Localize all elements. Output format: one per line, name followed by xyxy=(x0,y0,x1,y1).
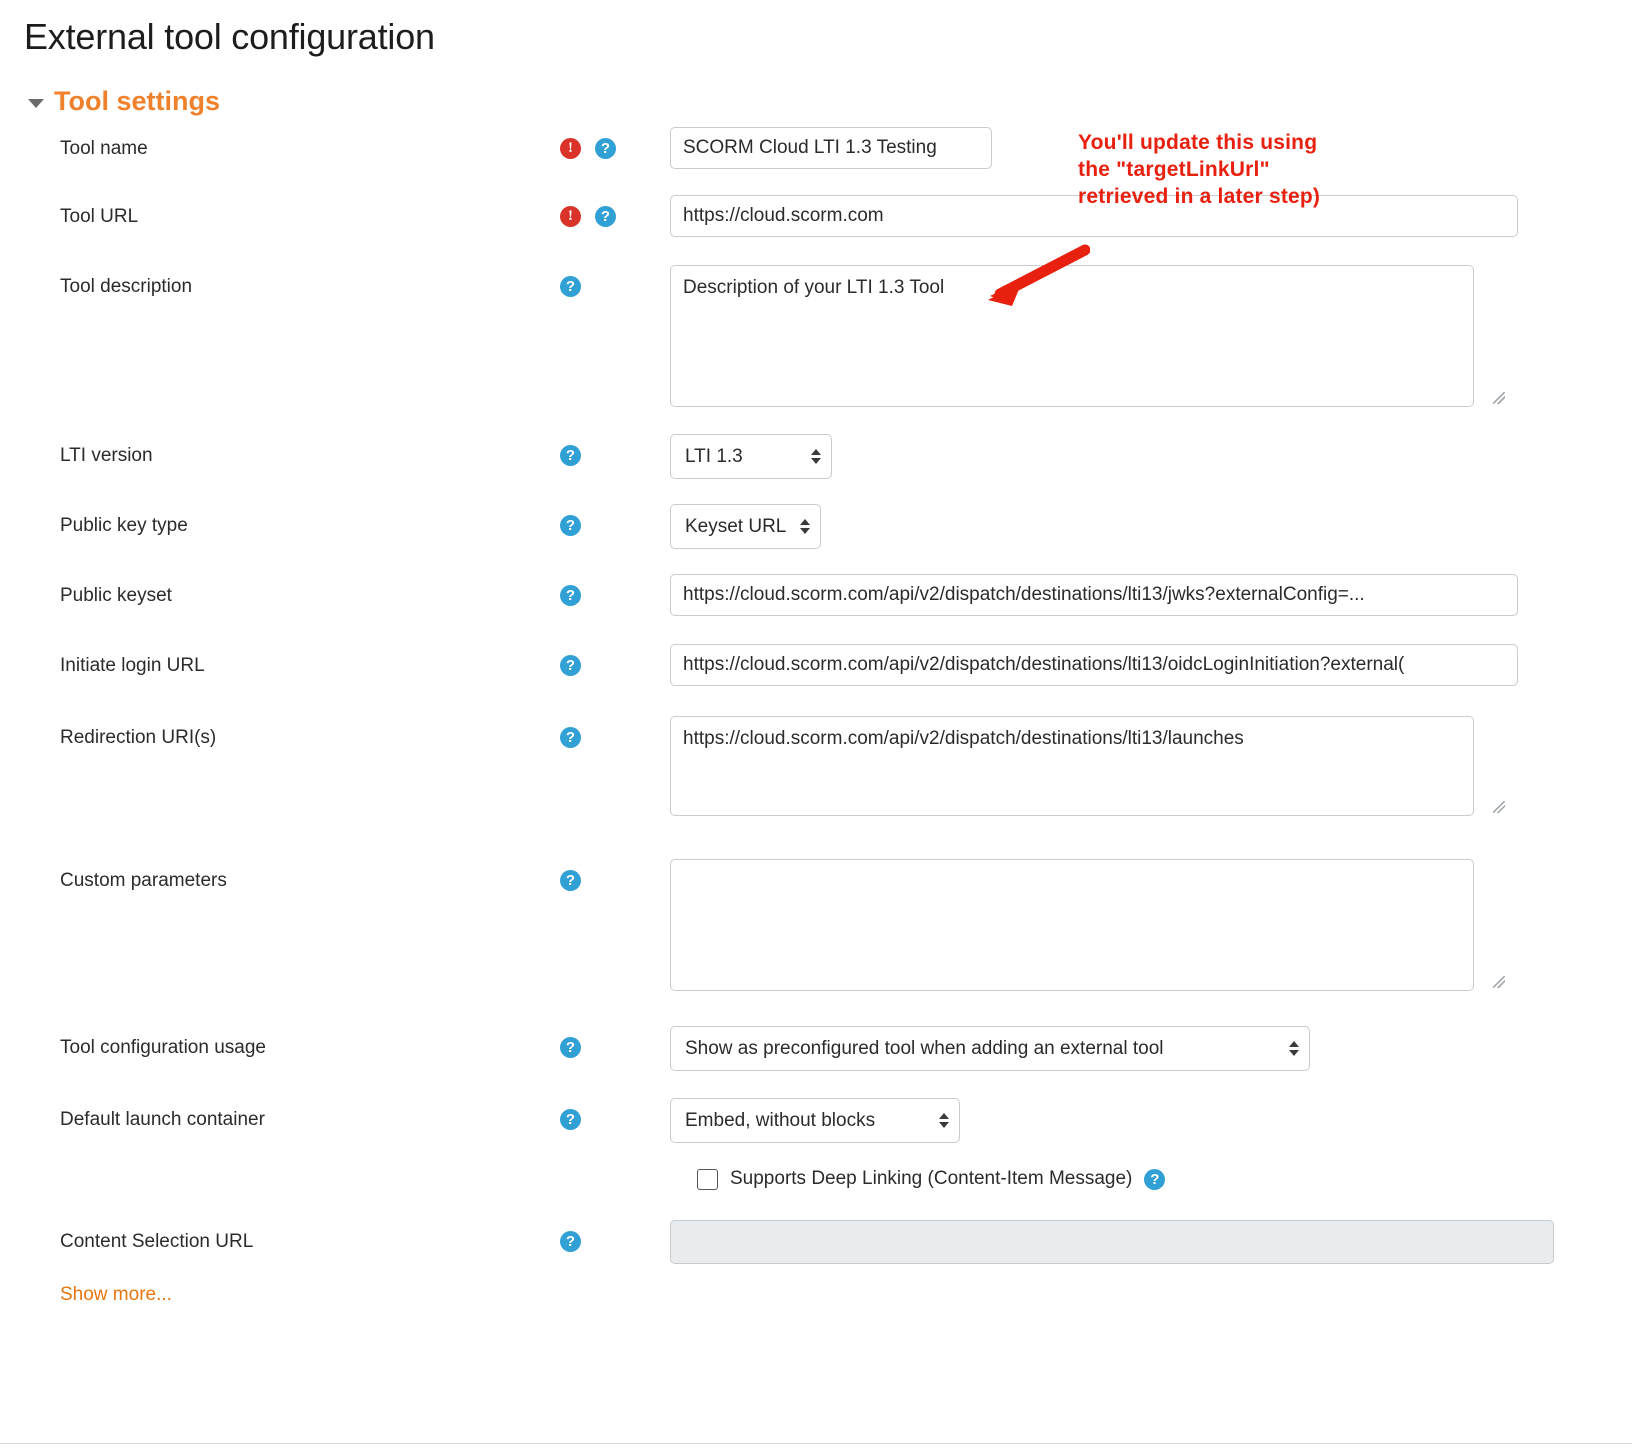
annotation-text: You'll update this using the "targetLinkUrl" retrieved in a later step) xyxy=(1078,131,1321,208)
row-content-selection-url xyxy=(0,1220,1632,1270)
label-tool-configuration-usage: Tool configuration usage xyxy=(60,1037,266,1058)
select-arrows-icon xyxy=(800,519,810,534)
lti-version-value: LTI 1.3 xyxy=(685,445,743,467)
tool-configuration-usage-value: Show as preconfigured tool when adding an external tool xyxy=(685,1037,1164,1059)
row-redirection-uris xyxy=(0,716,1632,821)
label-tool-name: Tool name xyxy=(60,138,148,159)
supports-deep-linking-checkbox[interactable] xyxy=(697,1169,718,1190)
row-public-keyset xyxy=(0,574,1632,624)
annotation-arrow-icon xyxy=(960,238,1090,318)
label-content-selection-url: Content Selection URL xyxy=(60,1231,254,1252)
help-icon[interactable]: ? xyxy=(560,445,581,466)
field-public-keyset xyxy=(670,574,1632,616)
help-icon[interactable]: ? xyxy=(595,206,616,227)
icons-tool-configuration-usage xyxy=(560,1026,670,1058)
help-icon[interactable]: ? xyxy=(560,870,581,891)
icons-public-key-type xyxy=(560,504,670,536)
field-content-selection-url xyxy=(670,1220,1632,1264)
section-title: Tool settings xyxy=(54,86,220,116)
field-custom-parameters xyxy=(670,859,1514,996)
row-default-launch-container xyxy=(0,1098,1632,1148)
icons-tool-description xyxy=(560,265,670,297)
label-default-launch-container: Default launch container xyxy=(60,1109,265,1130)
lti-version-select[interactable] xyxy=(670,434,832,479)
icons-custom-parameters xyxy=(560,859,670,891)
initiate-login-url-input[interactable] xyxy=(670,644,1518,686)
required-icon: ! xyxy=(560,206,581,227)
row-initiate-login-url xyxy=(0,644,1632,694)
row-public-key-type xyxy=(0,504,1632,554)
row-lti-version xyxy=(0,434,1632,484)
label-public-keyset: Public keyset xyxy=(60,585,172,606)
public-keyset-input[interactable] xyxy=(670,574,1518,616)
label-custom-parameters: Custom parameters xyxy=(60,870,227,891)
select-arrows-icon xyxy=(939,1113,949,1128)
help-icon[interactable]: ? xyxy=(595,138,616,159)
row-tool-configuration-usage xyxy=(0,1026,1632,1076)
bottom-divider xyxy=(0,1443,1632,1444)
field-tool-description xyxy=(670,265,1514,412)
label-initiate-login-url: Initiate login URL xyxy=(60,655,205,676)
help-icon[interactable]: ? xyxy=(560,1109,581,1130)
icons-public-keyset xyxy=(560,574,670,606)
label-public-key-type: Public key type xyxy=(60,515,188,536)
icons-lti-version xyxy=(560,434,670,466)
select-arrows-icon xyxy=(811,449,821,464)
help-icon[interactable]: ? xyxy=(560,585,581,606)
field-redirection-uris xyxy=(670,716,1514,821)
help-icon[interactable]: ? xyxy=(560,1037,581,1058)
required-icon: ! xyxy=(560,138,581,159)
label-redirection-uris: Redirection URI(s) xyxy=(60,727,217,748)
icons-redirection-uris xyxy=(560,716,670,748)
help-icon[interactable]: ? xyxy=(560,515,581,536)
supports-deep-linking-label: Supports Deep Linking (Content-Item Message) xyxy=(730,1168,1133,1189)
help-icon[interactable]: ? xyxy=(560,727,581,748)
icons-default-launch-container xyxy=(560,1098,670,1130)
row-custom-parameters xyxy=(0,859,1632,996)
icons-content-selection-url xyxy=(560,1220,670,1252)
row-tool-description xyxy=(0,265,1632,412)
default-launch-container-select[interactable] xyxy=(670,1098,960,1143)
page-title: External tool configuration xyxy=(24,16,435,57)
icons-tool-url xyxy=(560,195,670,227)
icons-tool-name xyxy=(560,127,670,159)
help-icon[interactable]: ? xyxy=(560,276,581,297)
field-tool-configuration-usage xyxy=(670,1026,1632,1071)
field-initiate-login-url xyxy=(670,644,1632,686)
tool-settings-form xyxy=(0,127,1632,1306)
label-tool-url: Tool URL xyxy=(60,206,139,227)
custom-parameters-textarea[interactable] xyxy=(670,859,1474,991)
field-default-launch-container xyxy=(670,1098,1632,1143)
help-icon[interactable]: ? xyxy=(560,655,581,676)
tool-name-input[interactable] xyxy=(670,127,992,169)
row-tool-name xyxy=(0,127,1632,177)
show-more-link[interactable]: Show more... xyxy=(60,1284,172,1305)
caret-down-icon[interactable] xyxy=(28,99,44,108)
select-arrows-icon xyxy=(1289,1041,1299,1056)
label-tool-description: Tool description xyxy=(60,276,193,297)
public-key-type-value: Keyset URL xyxy=(685,515,787,537)
label-lti-version: LTI version xyxy=(60,445,153,466)
row-tool-url xyxy=(0,195,1632,245)
row-supports-deep-linking xyxy=(697,1168,1632,1190)
field-public-key-type xyxy=(670,504,1632,549)
help-icon[interactable]: ? xyxy=(1144,1169,1165,1190)
content-selection-url-input xyxy=(670,1220,1554,1264)
default-launch-container-value: Embed, without blocks xyxy=(685,1109,876,1131)
tool-configuration-usage-select[interactable] xyxy=(670,1026,1310,1071)
field-lti-version xyxy=(670,434,1632,479)
tool-settings-section-header[interactable] xyxy=(28,86,1632,117)
help-icon[interactable]: ? xyxy=(560,1231,581,1252)
icons-initiate-login-url xyxy=(560,644,670,676)
redirection-uris-textarea[interactable] xyxy=(670,716,1474,816)
public-key-type-select[interactable] xyxy=(670,504,821,549)
